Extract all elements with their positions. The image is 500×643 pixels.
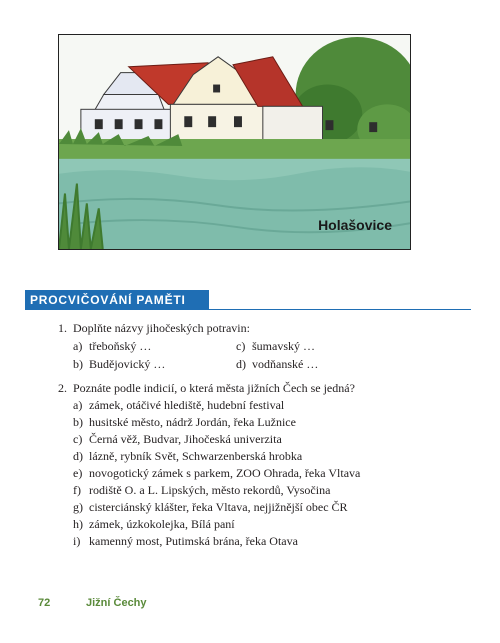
section-rule	[209, 309, 471, 310]
task-2-item-a-letter: a)	[73, 398, 83, 412]
task-2-item-d-letter: d)	[73, 449, 83, 463]
page-number: 72	[38, 597, 51, 609]
village-illustration	[58, 34, 411, 250]
task-1-item-b-letter: b)	[73, 357, 83, 371]
task-1-item-a-letter: a)	[73, 339, 83, 353]
task-2-item-b: husitské město, nádrž Jordán, řeka Lužnice	[89, 415, 296, 429]
task-2-item-g: cisterciánský klášter, řeka Vltava, nejjižnější obec ČR	[89, 500, 348, 514]
task-1-number: 1.	[58, 321, 67, 335]
task-2-item-i: kamenný most, Putimská brána, řeka Otava	[89, 534, 298, 548]
task-2-item-d: lázně, rybník Svět, Schwarzenberská hrobka	[89, 449, 303, 463]
task-2-item-e: novogotický zámek s parkem, ZOO Ohrada, řeka Vltava	[89, 466, 361, 480]
task-1-item-a: třeboňský …	[89, 339, 152, 353]
task-1-item-b: Budějovický …	[89, 357, 166, 371]
chapter-title: Jižní Čechy	[86, 597, 147, 609]
task-1-item-c: šumavský …	[252, 339, 315, 353]
task-2-item-h-letter: h)	[73, 517, 83, 531]
section-title: PROCVIČOVÁNÍ PAMĚTI	[30, 293, 186, 307]
task-2-number: 2.	[58, 381, 67, 395]
task-1-item-d-letter: d)	[236, 357, 246, 371]
illustration-caption: Holašovice	[318, 217, 392, 233]
task-2-item-h: zámek, úzkokolejka, Bílá paní	[89, 517, 235, 531]
task-2-item-g-letter: g)	[73, 500, 83, 514]
task-1-prompt: Doplňte názvy jihočeských potravin:	[73, 321, 250, 335]
task-2-item-f-letter: f)	[73, 483, 81, 497]
task-1-item-c-letter: c)	[236, 339, 246, 353]
task-2-item-a: zámek, otáčivé hlediště, hudební festival	[89, 398, 285, 412]
task-2-item-c: Černá věž, Budvar, Jihočeská univerzita	[89, 432, 282, 446]
task-2-item-f: rodiště O. a L. Lipských, město rekordů, Vysočina	[89, 483, 331, 497]
task-1-item-d: vodňanské …	[252, 357, 319, 371]
task-2-item-i-letter: i)	[73, 534, 81, 548]
task-2-item-e-letter: e)	[73, 466, 83, 480]
task-2-item-c-letter: c)	[73, 432, 83, 446]
task-2-prompt: Poznáte podle indicií, o která města jižních Čech se jedná?	[73, 381, 355, 395]
task-2-item-b-letter: b)	[73, 415, 83, 429]
